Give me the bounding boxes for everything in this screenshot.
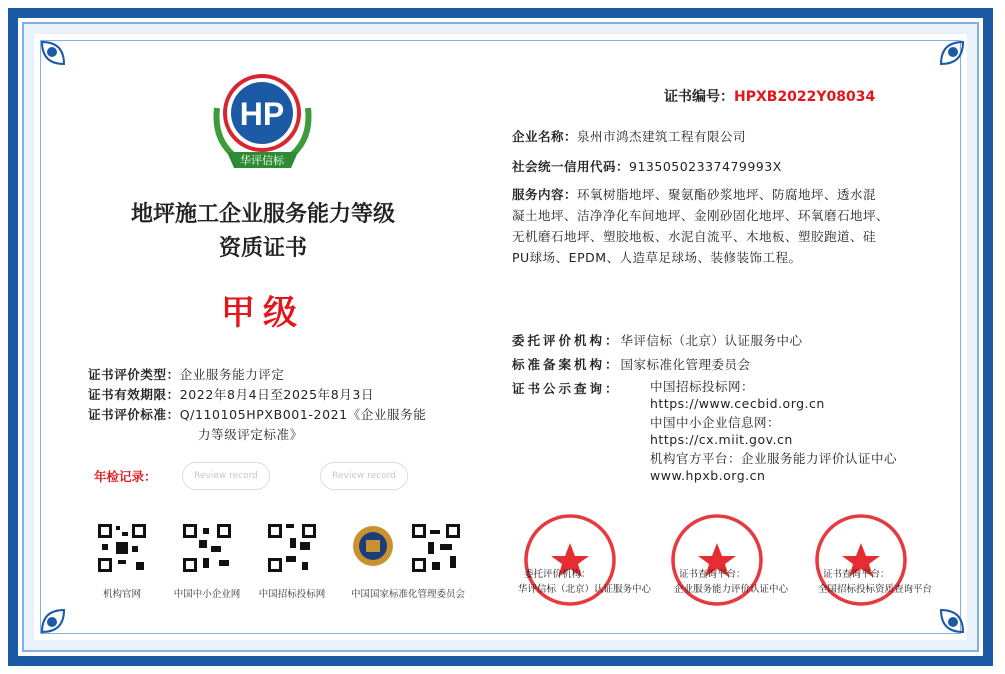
filing-value: 国家标准化管理委员会 xyxy=(620,357,751,372)
query-label-row xyxy=(512,379,621,397)
service-line: 环氧树脂地坪、聚氨酯砂浆地坪、防腐地坪、透水混 xyxy=(577,187,877,202)
qr-label: 中国国家标准化管理委员会 xyxy=(350,589,465,600)
query-list xyxy=(650,378,940,484)
corner-ornament-icon xyxy=(34,580,94,640)
standard-value: 力等级评定标准》 xyxy=(198,427,303,442)
qr-code-icon[interactable] xyxy=(266,522,318,574)
filing-row xyxy=(512,355,751,373)
review-slot: Review record xyxy=(320,462,408,490)
service-line: 无机磨石地坪、塑胶地板、水泥自流平、木地板、塑胶跑道、硅 xyxy=(512,229,877,244)
query-label: 证书公示查询： xyxy=(512,381,621,396)
cert-number-value: HPXB2022Y08034 xyxy=(734,89,876,105)
company-value: 泉州市鸿杰建筑工程有限公司 xyxy=(577,129,747,144)
seal-caption-top: 委托评价机构： xyxy=(524,569,591,580)
corner-ornament-icon xyxy=(34,34,94,94)
service-line: PU球场、EPDM、人造草足球场、装修装饰工程。 xyxy=(512,250,802,265)
validity-value: 2022年8月4日至2025年8月3日 xyxy=(179,387,375,402)
qr-code-icon[interactable] xyxy=(181,522,233,574)
eval-type-label: 证书评价类型： xyxy=(88,367,180,382)
review-slot: Review record xyxy=(182,462,270,490)
query-name: 中国招标投标网： xyxy=(650,379,755,394)
service-line: 凝土地坪、洁净净化车间地坪、金刚砂固化地坪、环氧磨石地坪、 xyxy=(512,208,890,223)
qr-label: 中国中小企业网 xyxy=(173,589,241,600)
query-name: 机构官方平台：企业服务能力评价认证中心 xyxy=(650,451,898,466)
company-row xyxy=(512,127,746,145)
eval-type-value: 企业服务能力评定 xyxy=(179,367,285,382)
query-url[interactable]: https://cx.miit.gov.cn xyxy=(650,432,793,447)
qr-label: 机构官网 xyxy=(102,589,141,600)
hpxb-logo xyxy=(205,68,320,180)
svg-text:HP: HP xyxy=(239,96,285,132)
credit-row xyxy=(512,157,782,175)
logo-text: 华评信标 xyxy=(240,154,284,167)
query-name: 中国中小企业信息网： xyxy=(650,415,781,430)
agency-label: 委托评价机构： xyxy=(512,333,621,348)
cert-number-label: 证书编号： xyxy=(664,89,734,105)
grade-text: 甲级 xyxy=(221,293,305,333)
qr-label: 中国招标投标网 xyxy=(258,589,326,600)
agency-row xyxy=(512,331,803,349)
cert-number xyxy=(664,86,875,106)
credit-label: 社会统一信用代码： xyxy=(512,159,630,174)
certificate-title xyxy=(88,198,438,266)
standard-value: Q/110105HPXB001-2021《企业服务能 xyxy=(179,407,427,422)
qr-code-icon[interactable] xyxy=(96,522,148,574)
seal-caption-bottom: 华评信标（北京）认证服务中心 xyxy=(518,584,652,595)
seal-caption-bottom: 全国招标投标资质查询平台 xyxy=(818,584,933,595)
standard-label: 证书评价标准： xyxy=(88,407,180,422)
query-url[interactable]: https://www.cecbid.org.cn xyxy=(650,396,825,411)
corner-ornament-icon xyxy=(911,34,971,94)
qr-code-icon[interactable] xyxy=(410,522,462,574)
left-info-block xyxy=(88,365,478,445)
seal-caption-top: 证书查询平台： xyxy=(679,569,746,580)
validity-label: 证书有效期限： xyxy=(88,387,180,402)
credit-value: 91350502337479993X xyxy=(629,159,782,174)
seal-caption-bottom: 企业服务能力评价认证中心 xyxy=(674,584,789,595)
service-label: 服务内容： xyxy=(512,187,578,202)
review-label: 年检记录： xyxy=(94,469,157,484)
filing-label: 标准备案机构： xyxy=(512,357,621,372)
seal-caption-top: 证书查询平台： xyxy=(823,569,890,580)
title-line: 资质证书 xyxy=(218,236,307,261)
national-emblem-icon xyxy=(350,522,396,574)
company-label: 企业名称： xyxy=(512,129,578,144)
query-url[interactable]: www.hpxb.org.cn xyxy=(650,468,766,483)
title-line: 地坪施工企业服务能力等级 xyxy=(130,202,395,227)
service-block xyxy=(512,184,922,268)
agency-value: 华评信标（北京）认证服务中心 xyxy=(620,333,803,348)
